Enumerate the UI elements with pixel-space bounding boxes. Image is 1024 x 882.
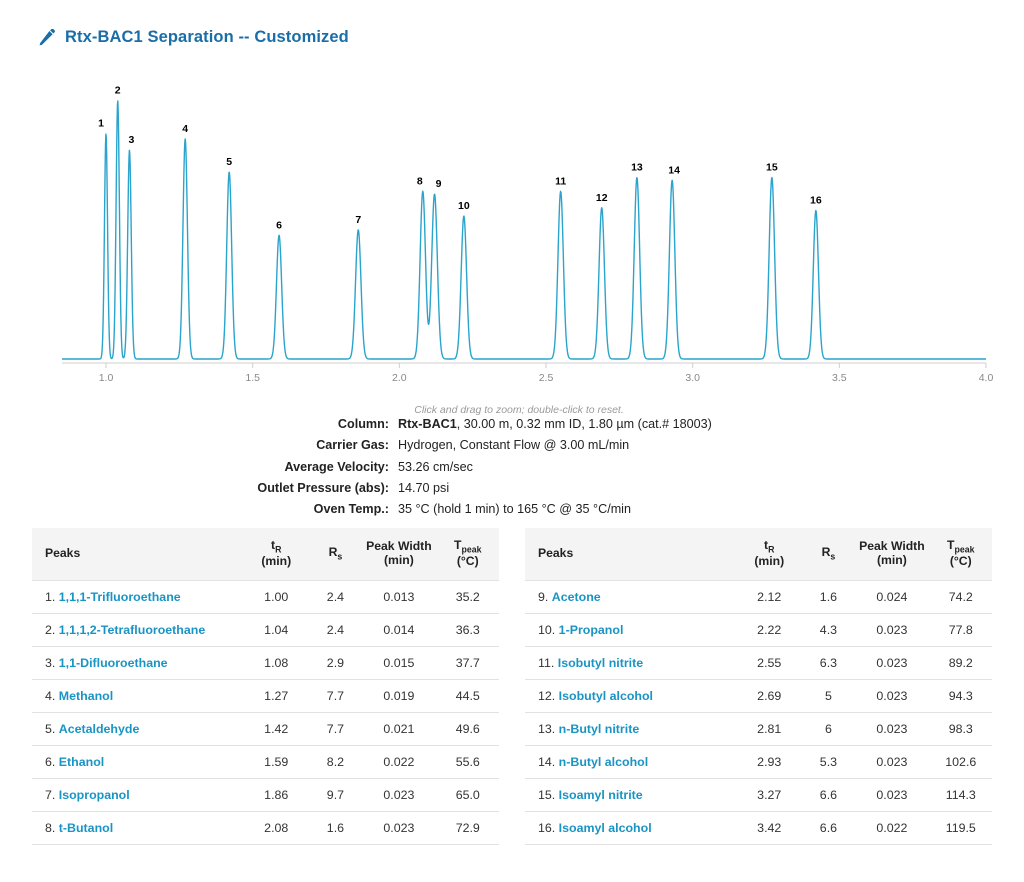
peak-name-cell[interactable] — [32, 581, 243, 614]
peak-rs-cell: 2.4 — [310, 581, 362, 614]
pencil-icon[interactable] — [38, 29, 56, 47]
header-tr — [243, 528, 310, 581]
header-tpeak-main: T — [947, 538, 955, 552]
peak-tr-cell: 2.12 — [736, 581, 803, 614]
x-axis-tick-label: 4.0 — [978, 372, 994, 384]
table-row — [32, 680, 499, 713]
peak-index: 6. — [45, 755, 59, 770]
header-tr — [736, 528, 803, 581]
method-value: Hydrogen, Constant Flow @ 3.00 mL/min — [398, 438, 630, 453]
peak-rs-cell: 4.3 — [803, 614, 855, 647]
peak-compound-name[interactable]: Isobutyl alcohol — [558, 689, 653, 704]
peak-name-cell[interactable] — [525, 779, 736, 812]
chromatogram-chart[interactable] — [38, 56, 1000, 401]
method-row-carrier-gas — [0, 436, 1024, 454]
peak-tpeak-cell: 98.3 — [930, 713, 992, 746]
peak-tr-cell: 2.22 — [736, 614, 803, 647]
peak-compound-name[interactable]: Ethanol — [58, 755, 105, 770]
peak-compound-name[interactable]: n-Butyl nitrite — [558, 722, 640, 737]
peak-number-label-7: 7 — [355, 213, 362, 226]
header-tpeak-sub: peak — [954, 544, 975, 555]
peak-tr-cell: 2.93 — [736, 746, 803, 779]
peak-number-label-3: 3 — [128, 134, 135, 146]
table-row — [32, 581, 499, 614]
peak-width-cell: 0.021 — [361, 713, 436, 746]
peak-index: 12. — [538, 689, 559, 704]
peak-name-cell[interactable] — [32, 713, 243, 746]
peak-table-right — [525, 528, 992, 845]
peak-rs-cell: 1.6 — [803, 581, 855, 614]
peak-compound-name[interactable]: 1,1-Difluoroethane — [58, 656, 168, 671]
peak-tr-cell: 1.42 — [243, 713, 310, 746]
peak-tpeak-cell: 65.0 — [437, 779, 499, 812]
header-peak-width — [361, 528, 436, 581]
peak-number-label-15: 15 — [766, 161, 778, 174]
page-title — [38, 28, 349, 47]
peak-width-cell: 0.023 — [854, 779, 929, 812]
method-label: Column: — [337, 417, 389, 431]
peak-width-cell: 0.023 — [854, 746, 929, 779]
peak-tpeak-cell: 102.6 — [930, 746, 992, 779]
peak-compound-name[interactable]: n-Butyl alcohol — [558, 755, 649, 770]
header-rs-sub: s — [830, 551, 836, 562]
x-axis-tick-label: 1.0 — [98, 372, 114, 384]
header-peak-width — [854, 528, 929, 581]
header-tpeak-main: T — [454, 538, 462, 552]
table-row — [525, 746, 992, 779]
peak-number-label-14: 14 — [668, 164, 680, 177]
x-axis-tick-label: 3.5 — [832, 372, 847, 384]
peak-tpeak-cell: 114.3 — [930, 779, 992, 812]
method-label: Average Velocity: — [284, 459, 389, 474]
header-rs-sub: s — [337, 551, 343, 562]
peak-compound-name[interactable]: Methanol — [58, 689, 114, 704]
table-header-row — [525, 528, 992, 581]
peak-number-label-4: 4 — [182, 123, 189, 135]
peak-tpeak-cell: 72.9 — [437, 812, 499, 845]
peak-rs-cell: 9.7 — [310, 779, 362, 812]
chart-zoom-hint: Click and drag to zoom; double-click to reset. — [414, 404, 624, 416]
method-value-rest: , 30.00 m, 0.32 mm ID, 1.80 µm (cat.# 18003) — [456, 417, 712, 431]
peak-number-label-11: 11 — [555, 175, 567, 188]
method-value: 35 °C (hold 1 min) to 165 °C @ 35 °C/min — [398, 502, 631, 516]
peak-number-label-6: 6 — [276, 219, 282, 232]
peak-width-cell: 0.022 — [854, 812, 929, 845]
x-axis-tick-label: 3.0 — [685, 372, 700, 384]
peak-number-label-5: 5 — [226, 156, 233, 168]
chromatogram-svg[interactable] — [38, 56, 1000, 401]
peak-compound-name[interactable]: t-Butanol — [58, 821, 114, 836]
peak-tpeak-cell: 37.7 — [437, 647, 499, 680]
peak-compound-name[interactable]: Isopropanol — [58, 788, 130, 803]
peak-tpeak-cell: 35.2 — [437, 581, 499, 614]
peak-tpeak-cell: 44.5 — [437, 680, 499, 713]
table-row — [525, 779, 992, 812]
header-tr-main: t — [271, 538, 276, 552]
peak-number-label-10: 10 — [458, 200, 470, 212]
peak-tr-cell: 1.08 — [243, 647, 310, 680]
peak-tr-cell: 1.59 — [243, 746, 310, 779]
peak-tr-cell: 3.27 — [736, 779, 803, 812]
peak-index: 14. — [538, 755, 559, 770]
peak-name-cell[interactable] — [525, 812, 736, 845]
header-rs — [803, 528, 855, 581]
peak-tr-cell: 1.27 — [243, 680, 310, 713]
peak-index: 1. — [45, 590, 59, 605]
peak-compound-name[interactable]: 1-Propanol — [558, 623, 624, 638]
peak-rs-cell: 5 — [803, 680, 855, 713]
method-value: 53.26 cm/sec — [398, 459, 473, 474]
peak-tables — [32, 528, 992, 845]
peak-number-label-16: 16 — [810, 194, 822, 207]
peak-compound-name[interactable]: Isoamyl alcohol — [558, 821, 652, 836]
table-row — [32, 713, 499, 746]
peak-tr-cell: 2.55 — [736, 647, 803, 680]
peak-compound-name[interactable]: 1,1,1,2-Tetrafluoroethane — [58, 623, 206, 638]
peak-width-cell: 0.023 — [854, 713, 929, 746]
peak-width-cell: 0.015 — [361, 647, 436, 680]
peak-tr-cell: 2.08 — [243, 812, 310, 845]
header-tpeak-sub: peak — [461, 544, 482, 555]
header-tpeak-unit: (°C) — [949, 554, 972, 569]
header-tpeak-unit: (°C) — [456, 554, 479, 569]
peak-rs-cell: 5.3 — [803, 746, 855, 779]
table-row — [525, 680, 992, 713]
peak-width-cell: 0.023 — [361, 779, 436, 812]
peak-index: 9. — [538, 590, 552, 605]
peak-width-cell: 0.023 — [854, 680, 929, 713]
header-tr-sub: R — [768, 544, 775, 555]
peak-table-left — [32, 528, 499, 845]
header-peak-width-unit: (min) — [876, 553, 907, 568]
peak-width-cell: 0.022 — [361, 746, 436, 779]
peak-width-cell: 0.024 — [854, 581, 929, 614]
peak-tpeak-cell: 36.3 — [437, 614, 499, 647]
peak-index: 11. — [538, 656, 558, 671]
peak-number-label-1: 1 — [98, 117, 104, 130]
peak-tr-cell: 2.69 — [736, 680, 803, 713]
peak-width-cell: 0.023 — [854, 614, 929, 647]
peak-index: 5. — [45, 722, 59, 737]
method-value — [398, 415, 712, 433]
peak-name-cell[interactable] — [32, 779, 243, 812]
peak-rs-cell: 6 — [803, 713, 855, 746]
method-label: Outlet Pressure (abs): — [257, 480, 389, 495]
method-label: Carrier Gas: — [316, 438, 389, 453]
peak-rs-cell: 6.6 — [803, 812, 855, 845]
peak-name-cell[interactable] — [525, 581, 736, 614]
peak-name-cell[interactable] — [525, 713, 736, 746]
header-peak-width-main: Peak Width — [366, 539, 432, 554]
table-row — [32, 647, 499, 680]
peak-name-cell[interactable] — [32, 680, 243, 713]
peak-name-cell[interactable] — [525, 647, 736, 680]
header-peak-width-unit: (min) — [383, 553, 414, 568]
peak-width-cell: 0.023 — [361, 812, 436, 845]
peak-compound-name[interactable]: Acetaldehyde — [58, 722, 140, 737]
peak-width-cell: 0.013 — [361, 581, 436, 614]
peak-rs-cell: 6.6 — [803, 779, 855, 812]
table-row — [32, 614, 499, 647]
peak-name-cell[interactable] — [32, 647, 243, 680]
header-tr-main: t — [764, 538, 769, 552]
peak-tpeak-cell: 119.5 — [930, 812, 992, 845]
peak-tpeak-cell: 89.2 — [930, 647, 992, 680]
peak-tr-cell: 2.81 — [736, 713, 803, 746]
peak-tr-cell: 1.00 — [243, 581, 310, 614]
peak-width-cell: 0.019 — [361, 680, 436, 713]
peak-index: 13. — [538, 722, 559, 737]
peak-rs-cell: 7.7 — [310, 680, 362, 713]
table-row — [525, 614, 992, 647]
header-tr-unit: (min) — [261, 554, 292, 569]
peak-rs-cell: 1.6 — [310, 812, 362, 845]
peak-name-cell[interactable] — [32, 812, 243, 845]
peak-width-cell: 0.023 — [854, 647, 929, 680]
peak-name-cell[interactable] — [525, 680, 736, 713]
method-info — [0, 415, 1024, 521]
method-row-column — [0, 415, 1024, 433]
chromatogram-trace — [62, 101, 986, 359]
header-tpeak — [930, 528, 992, 581]
table-row — [525, 713, 992, 746]
page-title-text: Rtx-BAC1 Separation -- Customized — [65, 28, 349, 46]
method-label: Oven Temp.: — [313, 502, 389, 516]
peak-number-label-12: 12 — [595, 191, 608, 204]
peak-number-label-13: 13 — [631, 161, 643, 174]
peak-name-cell[interactable] — [32, 746, 243, 779]
peak-tpeak-cell: 55.6 — [437, 746, 499, 779]
peak-rs-cell: 2.4 — [310, 614, 362, 647]
table-header-row — [32, 528, 499, 581]
table-row — [525, 581, 992, 614]
peak-number-label-2: 2 — [114, 84, 121, 97]
peak-index: 7. — [45, 788, 59, 803]
peak-compound-name[interactable]: Acetone — [551, 590, 601, 605]
header-peak-width-main: Peak Width — [859, 539, 925, 554]
x-axis-tick-label: 1.5 — [245, 372, 260, 384]
header-peaks: Peaks — [525, 528, 736, 581]
peak-width-cell: 0.014 — [361, 614, 436, 647]
table-row — [32, 779, 499, 812]
method-value-bold: Rtx-BAC1 — [398, 417, 457, 431]
peak-index: 15. — [538, 788, 559, 803]
peak-tr-cell: 3.42 — [736, 812, 803, 845]
peak-index: 2. — [45, 623, 59, 638]
header-peaks: Peaks — [32, 528, 243, 581]
peak-tpeak-cell: 77.8 — [930, 614, 992, 647]
peak-index: 3. — [45, 656, 59, 671]
header-rs-main: R — [328, 545, 338, 559]
method-row-oven-temp — [0, 500, 1024, 518]
header-tr-sub: R — [275, 544, 282, 555]
peak-number-label-8: 8 — [416, 175, 423, 188]
peak-index: 16. — [538, 821, 559, 836]
method-value: 14.70 psi — [398, 480, 450, 495]
peak-index: 10. — [538, 623, 559, 638]
peak-compound-name[interactable]: Isobutyl nitrite — [557, 656, 644, 671]
peak-compound-name[interactable]: Isoamyl nitrite — [558, 788, 643, 803]
peak-tr-cell: 1.04 — [243, 614, 310, 647]
peak-compound-name[interactable]: 1,1,1-Trifluoroethane — [58, 590, 181, 605]
peak-rs-cell: 8.2 — [310, 746, 362, 779]
peak-tpeak-cell: 74.2 — [930, 581, 992, 614]
table-row — [32, 812, 499, 845]
header-tr-unit: (min) — [754, 554, 785, 569]
peak-number-label-9: 9 — [435, 178, 442, 190]
table-row — [525, 812, 992, 845]
header-rs-main: R — [821, 545, 831, 559]
peak-tpeak-cell: 49.6 — [437, 713, 499, 746]
peak-name-cell[interactable] — [32, 614, 243, 647]
peak-index: 8. — [45, 821, 59, 836]
peak-name-cell[interactable] — [525, 746, 736, 779]
table-row — [525, 647, 992, 680]
header-tpeak — [437, 528, 499, 581]
peak-rs-cell: 7.7 — [310, 713, 362, 746]
x-axis-tick-label: 2.5 — [538, 372, 554, 384]
method-row-average-velocity — [0, 458, 1024, 476]
method-row-outlet-pressure — [0, 479, 1024, 497]
table-row — [32, 746, 499, 779]
peak-tr-cell: 1.86 — [243, 779, 310, 812]
x-axis-tick-label: 2.0 — [392, 372, 407, 384]
peak-tpeak-cell: 94.3 — [930, 680, 992, 713]
peak-name-cell[interactable] — [525, 614, 736, 647]
peak-index: 4. — [45, 689, 59, 704]
peak-rs-cell: 6.3 — [803, 647, 855, 680]
header-rs — [310, 528, 362, 581]
peak-rs-cell: 2.9 — [310, 647, 362, 680]
